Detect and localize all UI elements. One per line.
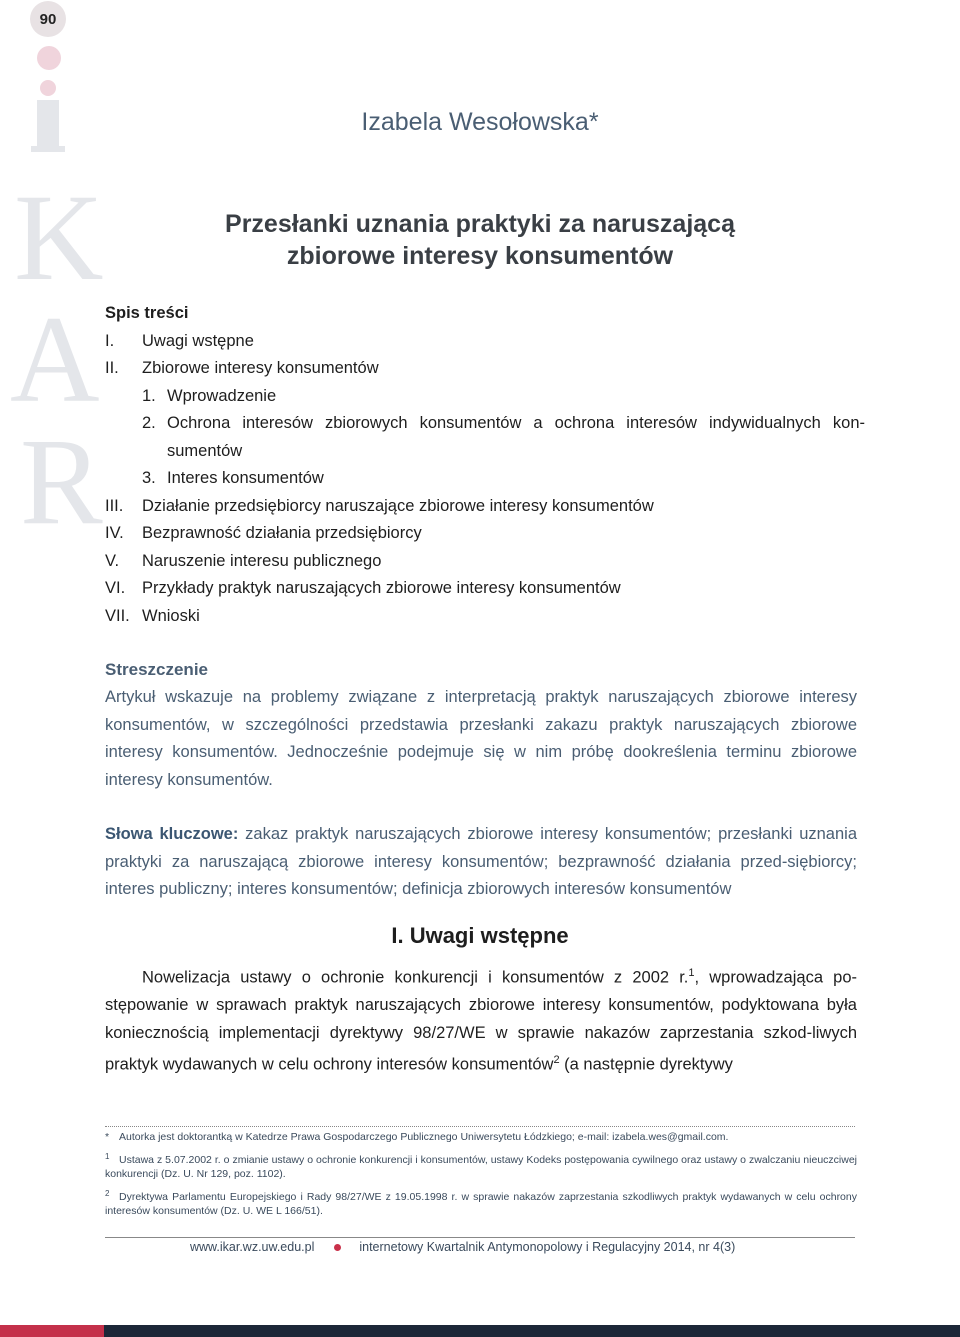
toc-item-label: Uwagi wstępne <box>142 331 254 350</box>
sidebar-dot-small <box>40 80 56 96</box>
toc-item-label: Przykłady praktyk naruszających zbiorowe interesy konsumentów <box>142 579 621 597</box>
footnote-divider <box>105 1126 855 1127</box>
abstract-section <box>105 656 857 794</box>
page-footer <box>190 1240 735 1254</box>
page-number: 90 <box>39 10 57 28</box>
toc-subitem[interactable] <box>105 383 865 411</box>
sidebar-letter-r: R <box>20 413 103 550</box>
toc-item-number: VII. <box>105 606 130 625</box>
keywords-label: Słowa kluczowe: <box>105 825 239 843</box>
toc-item[interactable] <box>105 355 865 383</box>
article-title <box>150 208 810 272</box>
toc-item-label: Działanie przedsiębiorcy naruszające zbiorowe interesy konsumentów <box>142 496 654 515</box>
sidebar-letter-i-base <box>31 146 65 152</box>
title-line-2: zbiorowe interesy konsumentów <box>286 242 674 270</box>
footnote <box>105 1130 857 1144</box>
sidebar-letter-a: A <box>10 291 100 428</box>
page-number-badge <box>30 1 66 37</box>
toc-item-number: IV. <box>105 524 124 542</box>
footer-bullet-icon <box>334 1244 341 1251</box>
footnote-text: Autorka jest doktorantką w Katedrze Prawa Gospodarczego Publicznego Uniwersytetu Łódzkiego; e-mail: izabela.wes@gmail.com. <box>119 1131 729 1143</box>
abstract-heading: Streszczenie <box>105 660 208 679</box>
footnote-text: Ustawa z 5.07.2002 r. o zmianie ustawy o ochronie konkurencji i konsumentów, ustawy Kodeks postępowania cywilnego oraz ustawy o zwalczaniu nieuczciwej konkurencji (Dz. U. Nr 129, poz. 1102). <box>105 1154 857 1180</box>
toc-item-label: Bezprawność działania przedsiębiorcy <box>142 524 422 542</box>
table-of-contents <box>105 300 865 630</box>
body-paragraph <box>105 960 857 1079</box>
footnote-mark: 1 <box>105 1152 110 1161</box>
toc-item[interactable] <box>105 548 865 576</box>
toc-item[interactable] <box>105 328 865 356</box>
body-text-part-2: , wprowadzająca po-stępowanie w sprawach praktyk naruszających zbiorowe interesy konsumentów, podyktowana była koniecznością implementacji dyrektywy 98/27/WE w sprawie nakazów zaprzestania szkod-liwych praktyk wydawanych w celu ochrony interesów konsumentów <box>105 968 858 1074</box>
footnote-mark: * <box>105 1131 110 1143</box>
sidebar-dot-large <box>37 46 61 70</box>
toc-item-label: Zbiorowe interesy konsumentów <box>142 359 379 377</box>
toc-item-number: II. <box>105 359 119 377</box>
footnote <box>105 1187 857 1218</box>
toc-subitem-number: 1. <box>142 386 156 405</box>
body-text-part-3: (a następnie dyrektywy <box>559 1055 733 1074</box>
footnote-mark: 2 <box>105 1189 110 1198</box>
footnote-ref-2[interactable]: 2 <box>553 1054 560 1066</box>
title-line-1: Przesłanki uznania praktyki za naruszającą <box>225 210 735 238</box>
section-heading: I. Uwagi wstępne <box>391 923 569 948</box>
bottom-bar-main <box>104 1325 960 1337</box>
toc-subitem[interactable] <box>105 410 865 465</box>
keywords-text: zakaz praktyk naruszających zbiorowe interesy konsumentów; przesłanki uznania praktyki za naruszającą zbiorowe interesy konsumentów; bezprawność działania przed-siębiorcy; interes publiczny; interes konsumentów; definicja zbiorowych interesów konsumentów <box>105 825 857 898</box>
footnote-text: Dyrektywa Parlamentu Europejskiego i Rady 98/27/WE z 19.05.1998 r. w sprawie nakazów zaprzestania szkodliwych praktyk wydawanych w celu ochrony interesów konsumentów (Dz. U. WE L 166/51). <box>105 1191 857 1217</box>
footer-url-link[interactable]: www.ikar.wz.uw.edu.pl <box>190 1240 315 1254</box>
bottom-bar-accent <box>0 1325 104 1337</box>
toc-item-label: Naruszenie interesu publicznego <box>142 551 382 570</box>
toc-item-label: Wnioski <box>142 606 200 625</box>
footer-journal-name: internetowy Kwartalnik Antymonopolowy i Regulacyjny 2014, nr 4(3) <box>359 1240 736 1254</box>
toc-subitem[interactable] <box>105 465 865 493</box>
toc-item-number: V. <box>105 551 120 570</box>
body-text-part-1: Nowelizacja ustawy o ochronie konkurencji i konsumentów z 2002 r. <box>142 968 689 987</box>
toc-subitem-number: 2. <box>142 414 156 432</box>
toc-item-number: III. <box>105 496 124 515</box>
toc-item-number: VI. <box>105 579 126 597</box>
toc-item[interactable] <box>105 575 865 603</box>
keywords-section <box>105 821 857 904</box>
toc-item[interactable] <box>105 603 865 631</box>
abstract-body: Artykuł wskazuje na problemy związane z interpretacją praktyk naruszających zbiorowe interesy konsumentów, w szczególności przedstawia przesłanki zakazu praktyk naruszających zbiorowe interesy konsumentów. Jednocześnie podejmuje się w nim próbę dookreślenia terminu zbiorowe interesy konsumentów. <box>105 688 857 789</box>
toc-subitem-label: Interes konsumentów <box>167 469 324 487</box>
toc-subitem-label: Ochrona interesów zbiorowych konsumentów a ochrona interesów indywidualnych kon-sumentów <box>167 414 865 460</box>
toc-item-number: I. <box>105 331 115 350</box>
author-name: Izabela Wesołowska* <box>361 108 599 136</box>
toc-heading: Spis treści <box>105 304 189 322</box>
sidebar-letter-k: K <box>14 169 104 306</box>
toc-subitem-number: 3. <box>142 469 156 487</box>
toc-subitem-label: Wprowadzenie <box>167 386 277 405</box>
footer-divider <box>105 1237 855 1238</box>
toc-item[interactable] <box>105 520 865 548</box>
footnote-ref-1[interactable]: 1 <box>688 967 695 979</box>
footnotes <box>105 1130 857 1224</box>
footnote <box>105 1150 857 1181</box>
toc-item[interactable] <box>105 493 865 521</box>
